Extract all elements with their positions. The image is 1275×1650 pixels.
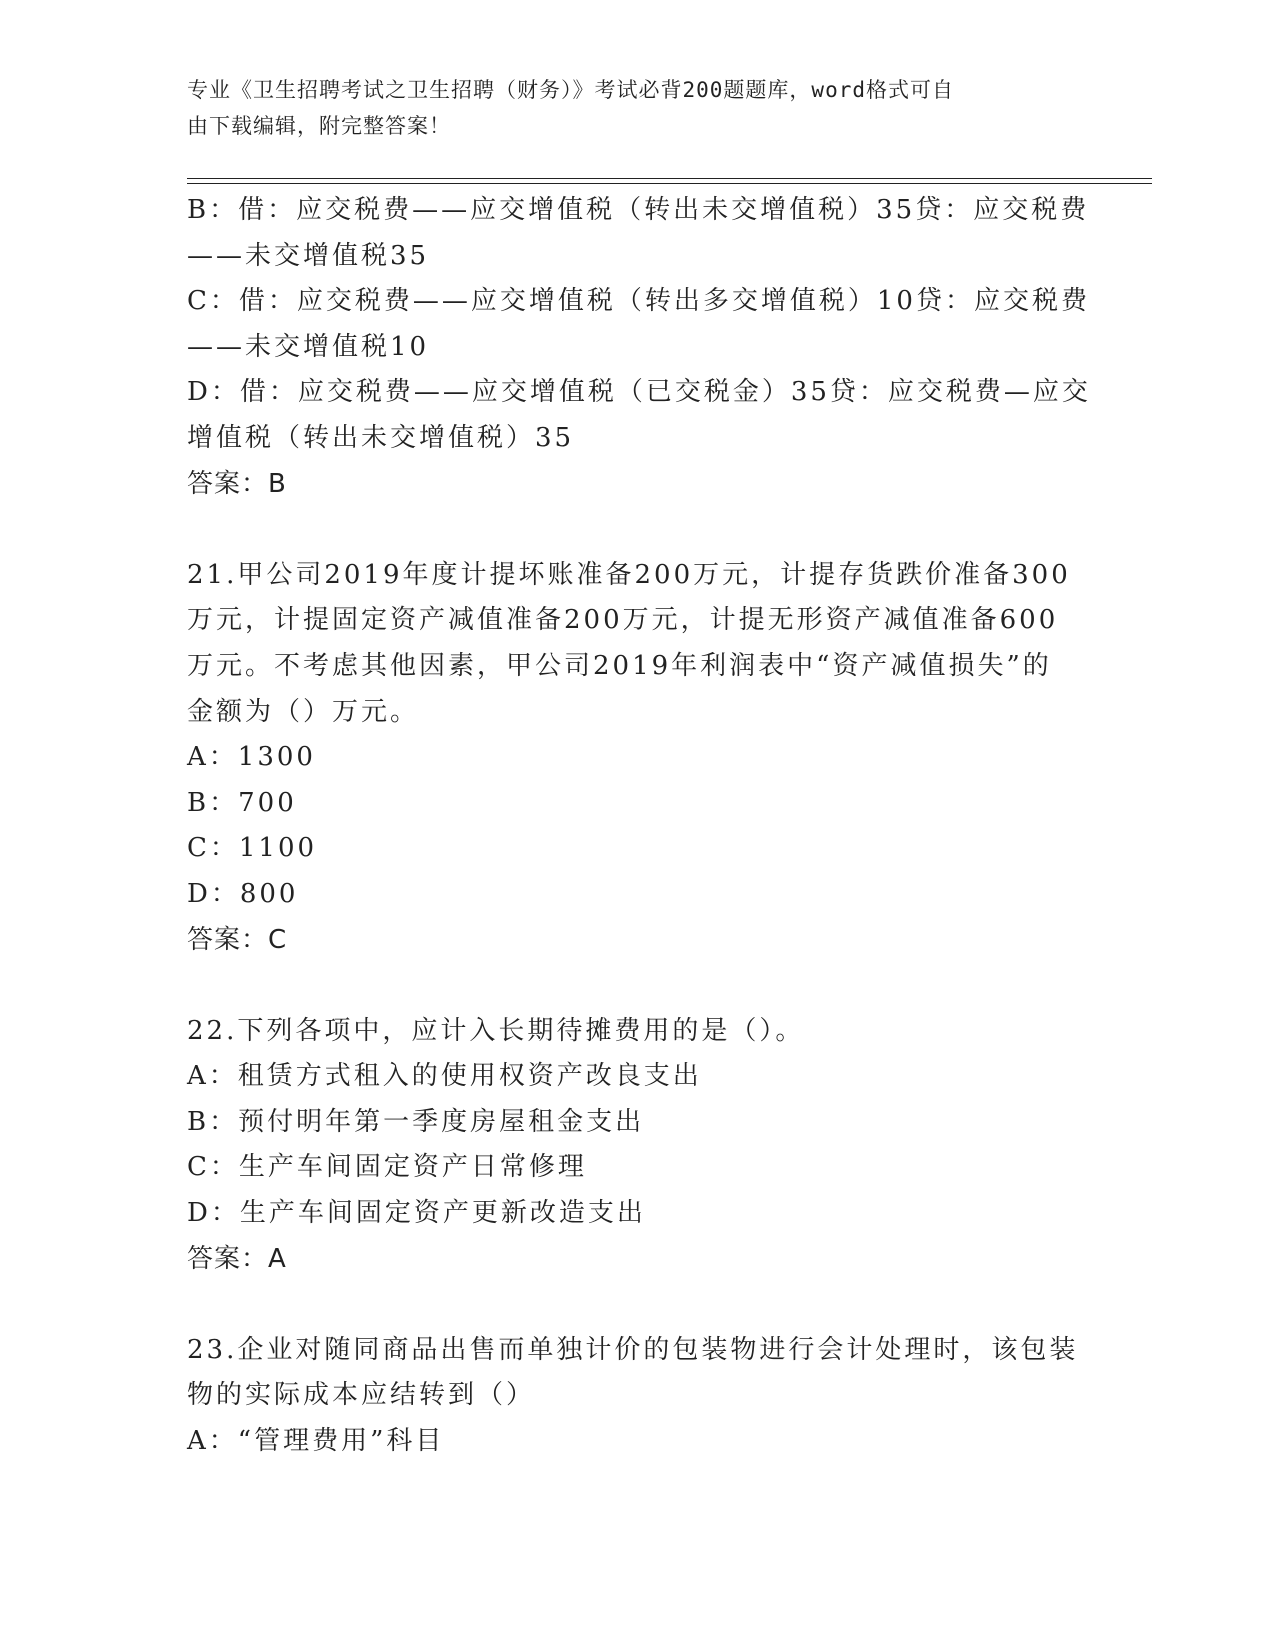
option-d: D：生产车间固定资产更新改造支出 [187, 1198, 646, 1229]
option-d-line-2: 增值税（转出未交增值税）35 [187, 422, 575, 453]
question-stem-line-2: 物的实际成本应结转到（） [187, 1380, 536, 1411]
answer-line: 答案：B [187, 468, 287, 499]
option-c-line-1: C：借：应交税费——应交增值税（转出多交增值税）10贷：应交税费 [187, 286, 1090, 317]
question-22-block [187, 1009, 1087, 1283]
question-23-block [187, 1328, 1087, 1465]
option-d-line-1: D：借：应交税费——应交增值税（已交税金）35贷：应交税费—应交 [187, 377, 1091, 408]
question-21-block [187, 553, 1087, 963]
question-stem-line-1: 22.下列各项中，应计入长期待摊费用的是（）。 [187, 1015, 805, 1046]
option-b-line-1: B：借：应交税费——应交增值税（转出未交增值税）35贷：应交税费 [187, 195, 1090, 225]
question-stem-line-3: 万元。不考虑其他因素，甲公司2019年利润表中“资产减值损失”的 [187, 650, 1052, 681]
previous-question-block [187, 188, 1091, 507]
question-content [187, 188, 1091, 1465]
option-a: A：“管理费用”科目 [187, 1426, 445, 1457]
option-b: B：预付明年第一季度房屋租金支出 [187, 1106, 645, 1137]
header-divider-bottom [187, 183, 1152, 184]
option-c-line-2: ——未交增值税10 [187, 331, 430, 362]
option-b: B：700 [187, 787, 297, 818]
answer-line: 答案：A [187, 1243, 287, 1274]
answer-line: 答案：C [187, 924, 288, 955]
option-c: C：1100 [187, 833, 318, 864]
spacer [187, 1282, 1087, 1328]
question-stem-line-4: 金额为（）万元。 [187, 696, 420, 727]
option-a: A：租赁方式租入的使用权资产改良支出 [187, 1061, 702, 1092]
option-c: C：生产车间固定资产日常修理 [187, 1152, 587, 1183]
spacer [187, 963, 1087, 1009]
option-b-line-2: ——未交增值税35 [187, 240, 430, 271]
option-d: D：800 [187, 878, 299, 909]
question-stem-line-2: 万元，计提固定资产减值准备200万元，计提无形资产减值准备600 [187, 605, 1059, 636]
document-header [187, 72, 1067, 144]
question-stem-line-1: 21.甲公司2019年度计提坏账准备200万元，计提存货跌价准备300 [187, 559, 1071, 590]
spacer [187, 507, 1087, 553]
header-divider-top [187, 178, 1152, 179]
option-a: A：1300 [187, 742, 316, 773]
header-title-line-2: 由下载编辑，附完整答案！ [187, 114, 451, 138]
header-title-line-1: 专业《卫生招聘考试之卫生招聘（财务）》考试必背200题题库，word格式可自 [187, 78, 954, 102]
question-stem-line-1: 23.企业对随同商品出售而单独计价的包装物进行会计处理时，该包装 [187, 1334, 1079, 1365]
